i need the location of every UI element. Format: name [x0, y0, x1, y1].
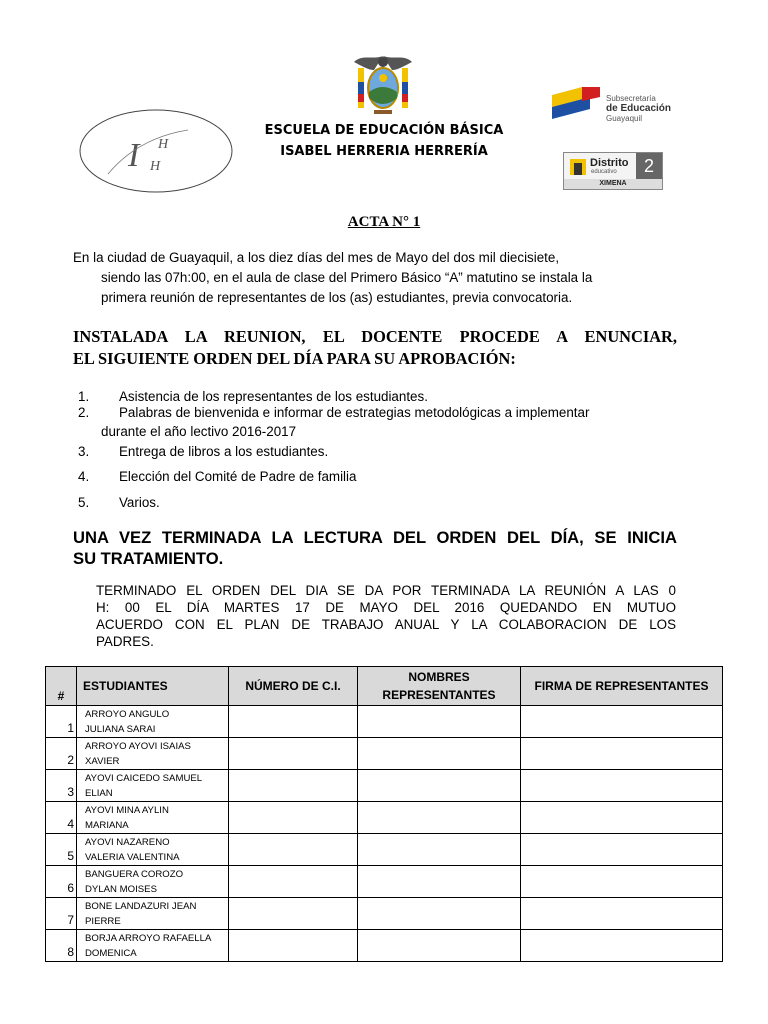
student-name-cell — [77, 770, 229, 802]
table-row — [46, 802, 723, 834]
ci-cell[interactable] — [229, 738, 358, 770]
treatment-heading — [73, 527, 677, 569]
closing-paragraph — [96, 582, 676, 650]
monogram-letter-1: I — [128, 137, 140, 174]
student-name-line2: DYLAN MOISES — [85, 883, 157, 895]
district-logo — [563, 152, 663, 190]
ministry-stripes-icon — [552, 87, 600, 121]
ci-cell[interactable] — [229, 834, 358, 866]
row-number: 3 — [46, 770, 77, 802]
student-name-cell — [77, 706, 229, 738]
column-header-representatives — [358, 667, 521, 706]
monogram-letter-2: H — [158, 137, 169, 152]
closing-line: TERMINADO EL ORDEN DEL DIA SE DA POR TERMINADA LA REUNIÓN A LAS 0 — [96, 583, 676, 598]
student-name-line1: AYOVI NAZARENO — [85, 836, 170, 848]
student-name-line1: AYOVI CAICEDO SAMUEL — [85, 772, 203, 784]
column-header-students: ESTUDIANTES — [77, 667, 229, 706]
student-name-line2: PIERRE — [85, 915, 121, 927]
representative-name-cell[interactable] — [358, 738, 521, 770]
row-number: 8 — [46, 930, 77, 962]
agenda-item-2-continuation: durante el año lectivo 2016-2017 — [101, 424, 297, 439]
ministry-logo-line2: de Educación — [606, 103, 672, 114]
ci-cell[interactable] — [229, 898, 358, 930]
table-row — [46, 738, 723, 770]
row-number: 7 — [46, 898, 77, 930]
district-logo-name: Distrito — [590, 157, 629, 169]
representative-name-cell[interactable] — [358, 706, 521, 738]
closing-line: H: 00 EL DÍA MARTES 17 DE MAYO DEL 2016 QUEDANDO EN MUTUO — [96, 600, 676, 615]
document-title: ACTA N° 1 — [347, 214, 421, 230]
student-name-line2: VALERIA VALENTINA — [85, 851, 180, 863]
district-building-icon — [568, 157, 588, 177]
attendance-table — [45, 666, 723, 962]
agenda-item-text: Palabras de bienvenida e informar de estrategias metodológicas a implementar — [119, 405, 590, 420]
agenda-item-number: 2. — [78, 405, 90, 420]
agenda-item-text: Asistencia de los representantes de los estudiantes. — [119, 389, 428, 404]
ci-cell[interactable] — [229, 930, 358, 962]
row-number: 5 — [46, 834, 77, 866]
ci-cell[interactable] — [229, 802, 358, 834]
table-row — [46, 770, 723, 802]
student-name-cell — [77, 898, 229, 930]
student-name-line1: AYOVI MINA AYLIN — [85, 804, 169, 816]
ci-cell[interactable] — [229, 770, 358, 802]
table-row — [46, 866, 723, 898]
closing-line: PADRES. — [96, 634, 154, 649]
closing-line: ACUERDO CON EL PLAN DE TRABAJO ANUAL Y LA COLABORACION DE LOS — [96, 617, 676, 632]
student-name-line1: ARROYO AYOVI ISAIAS — [85, 740, 191, 752]
intro-line: En la ciudad de Guayaquil, a los diez días del mes de Mayo del dos mil diecisiete, — [73, 250, 560, 265]
signature-cell[interactable] — [521, 834, 723, 866]
agenda-item-text: Entrega de libros a los estudiantes. — [119, 444, 329, 459]
representative-name-cell[interactable] — [358, 802, 521, 834]
ministry-logo-line1: Subsecretaría — [606, 94, 656, 103]
intro-line: siendo las 07h:00, en el aula de clase del Primero Básico “A” matutino se instala la — [101, 270, 593, 285]
monogram-letter-3: H — [150, 159, 161, 174]
student-name-line1: ARROYO ANGULO — [85, 708, 170, 720]
ministry-logo-line3: Guayaquil — [606, 114, 643, 123]
treatment-heading-line: SU TRATAMIENTO. — [73, 549, 224, 568]
district-logo-number: 2 — [636, 153, 662, 179]
representative-name-cell[interactable] — [358, 834, 521, 866]
signature-cell[interactable] — [521, 898, 723, 930]
agenda-item-text: Varios. — [119, 495, 160, 510]
ci-cell[interactable] — [229, 866, 358, 898]
coat-of-arms-icon — [352, 52, 414, 118]
student-name-line2: DOMENICA — [85, 947, 137, 959]
student-name-cell — [77, 866, 229, 898]
agenda-heading-line: INSTALADA LA REUNION, EL DOCENTE PROCEDE A ENUNCIAR, — [73, 327, 677, 346]
row-number: 2 — [46, 738, 77, 770]
signature-cell[interactable] — [521, 770, 723, 802]
agenda-item-number: 1. — [78, 389, 90, 404]
column-header-representatives-line1: NOMBRES — [408, 670, 470, 684]
row-number: 6 — [46, 866, 77, 898]
student-name-line1: BONE LANDAZURI JEAN — [85, 900, 197, 912]
student-name-line2: JULIANA SARAI — [85, 723, 156, 735]
student-name-cell — [77, 834, 229, 866]
agenda-heading-line: EL SIGUIENTE ORDEN DEL DÍA PARA SU APROBACIÓN: — [73, 349, 516, 368]
district-logo-zone: XIMENA — [564, 179, 662, 189]
intro-line: primera reunión de representantes de los (as) estudiantes, previa convocatoria. — [101, 290, 573, 305]
table-row — [46, 898, 723, 930]
table-header-row — [46, 667, 723, 706]
agenda-item-number: 5. — [78, 495, 90, 510]
student-name-line1: BANGUERA COROZO — [85, 868, 184, 880]
student-name-cell — [77, 930, 229, 962]
student-name-cell — [77, 802, 229, 834]
school-name-line1: ESCUELA DE EDUCACIÓN BÁSICA — [264, 123, 504, 138]
student-name-line2: XAVIER — [85, 755, 120, 767]
signature-cell[interactable] — [521, 866, 723, 898]
agenda-heading — [73, 326, 677, 370]
representative-name-cell[interactable] — [358, 866, 521, 898]
representative-name-cell[interactable] — [358, 770, 521, 802]
school-name-line2: ISABEL HERRERIA HERRERÍA — [280, 144, 488, 159]
table-row — [46, 834, 723, 866]
signature-cell[interactable] — [521, 930, 723, 962]
signature-cell[interactable] — [521, 738, 723, 770]
row-number: 1 — [46, 706, 77, 738]
agenda-item-number: 3. — [78, 444, 90, 459]
agenda-item-text: Elección del Comité de Padre de familia — [119, 469, 357, 484]
column-header-signature: FIRMA DE REPRESENTANTES — [521, 667, 723, 706]
intro-paragraph — [73, 248, 677, 308]
table-row — [46, 930, 723, 962]
column-header-ci: NÚMERO DE C.I. — [229, 667, 358, 706]
signature-cell[interactable] — [521, 802, 723, 834]
student-name-line1: BORJA ARROYO RAFAELLA — [85, 932, 212, 944]
table-row — [46, 706, 723, 738]
column-header-number: # — [46, 667, 77, 706]
ci-cell[interactable] — [229, 706, 358, 738]
district-logo-sub: educativo — [591, 169, 617, 175]
treatment-heading-line: UNA VEZ TERMINADA LA LECTURA DEL ORDEN DEL DÍA, SE INICIA — [73, 528, 677, 547]
representative-name-cell[interactable] — [358, 930, 521, 962]
student-name-line2: ELIAN — [85, 787, 113, 799]
agenda-item-number: 4. — [78, 469, 90, 484]
representative-name-cell[interactable] — [358, 898, 521, 930]
signature-cell[interactable] — [521, 706, 723, 738]
student-name-line2: MARIANA — [85, 819, 129, 831]
ministry-education-logo — [552, 85, 677, 125]
column-header-representatives-line2: REPRESENTANTES — [382, 688, 496, 702]
student-name-cell — [77, 738, 229, 770]
row-number: 4 — [46, 802, 77, 834]
